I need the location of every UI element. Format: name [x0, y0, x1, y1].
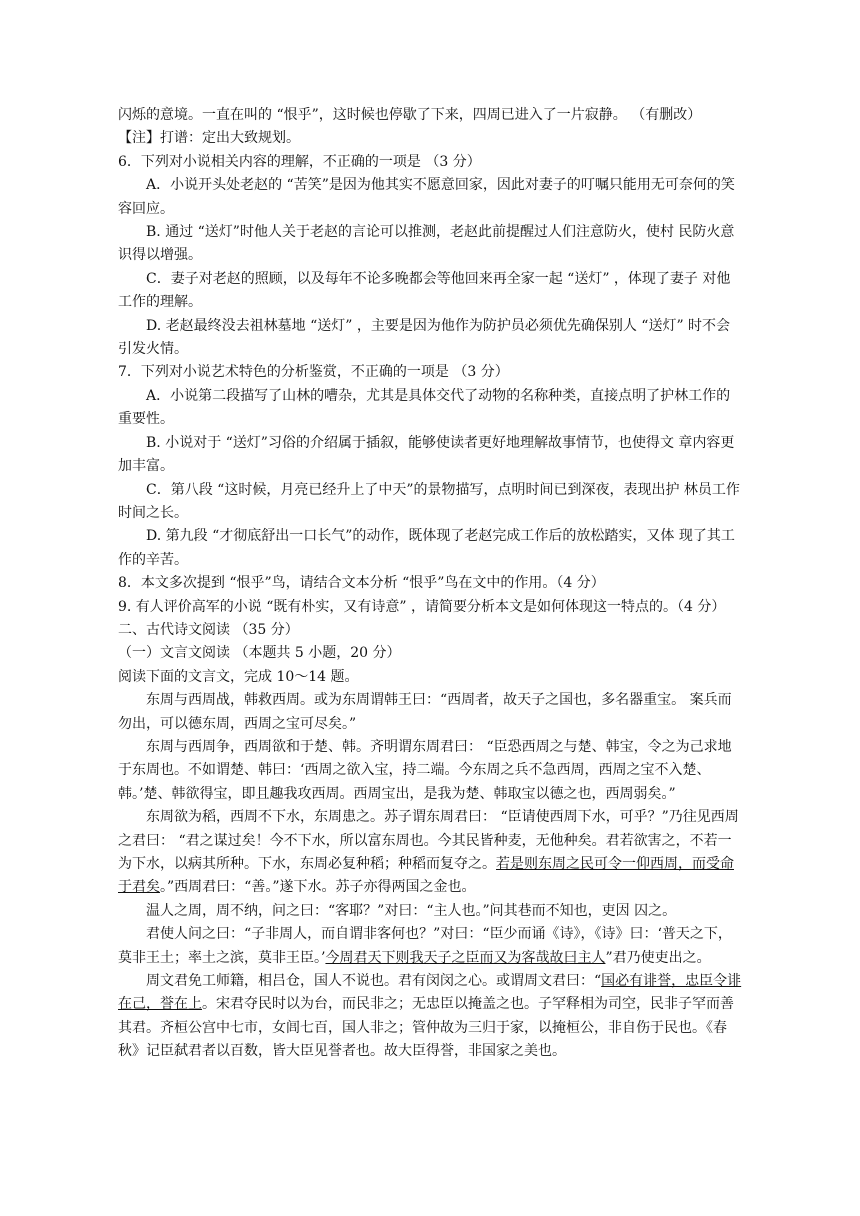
question-9: 9. 有人评价高军的小说 “既有朴实，又有诗意” ，请简要分析本文是如何体现这一特点的。（4 分） [118, 598, 726, 615]
exam-page [118, 104, 744, 1064]
question-6-option-b: B. 通过 “送灯”时他人关于老赵的言论可以推测，老赵此前提醒过人们注意防火，使村 民防火意识得以增强。 [118, 224, 735, 264]
passage-paragraph-1: 东周与西周战，韩救西周。或为东周谓韩王曰：“西周者，故天子之国也，多名器重宝。 案兵而勿出，可以德东周，西周之宝可尽矣。” [118, 692, 732, 732]
underlined-sentence: 国必有诽誉，忠臣令诽在己，誉在上 [118, 973, 742, 1013]
passage-paragraph-3 [118, 806, 744, 900]
section-heading-classical: 二、古代诗文阅读 （35 分） [118, 621, 299, 638]
passage-paragraph-2: 东周与西周争，西周欲和于楚、韩。齐明谓东周君曰： “臣恐西周之与楚、韩宝，令之为己求地于东周也。不如谓楚、韩曰：‘西周之欲入宝，持二端。今东周之兵不急西周，西周之宝不入楚、韩。’楚、韩欲得宝，即且趣我攻西周。西周宝出，是我为楚、韩取宝以德之也，西周弱矣。” [118, 738, 732, 802]
passage-text: 。宋君夺民时以为台，而民非之；无忠臣以掩盖之也。子罕释相为司空，民非子罕而善其君。齐桓公宫中七市，女闾七百，国人非之；管仲故为三归于家，以掩桓公，非自伤于民也。《春秋》记臣弑君者以百数，皆大臣见誉者也。故大臣得誉，非国家之美也。 [118, 996, 734, 1060]
question-7-option-d: D. 第九段 “才彻底舒出一口长气”的动作，既体现了老赵完成工作后的放松踏实，又体 现了其工作的辛苦。 [118, 528, 735, 568]
passage-text: ”君乃使吏出之。 [605, 949, 711, 966]
question-6-option-d: D. 老赵最终没去祖林墓地 “送灯” ，主要是因为他作为防护员必须优先确保别人 “送灯” 时不会引发火情。 [118, 317, 731, 358]
subsection-heading-prose: （一）文言文阅读 （本题共 5 小题，20 分） [118, 645, 401, 662]
passage-text: 君使人问之曰：“子非周人，而自谓非客何也？”对曰：“臣少而诵《诗》，《诗》曰：‘普天之下，莫非王土；率土之滨，莫非王臣。’ [118, 926, 732, 966]
passage-paragraph-5 [118, 923, 744, 970]
story-ending-line: 闪烁的意境。一直在叫的 “恨乎”，这时候也停歇了下来，四周已进入了一片寂静。 （有删改） [118, 107, 702, 123]
passage-text: 。”西周君曰：“善。”遂下水。苏子亦得两国之金也。 [160, 879, 476, 896]
passage-text: 东周欲为稻，西周不下水，东周患之。苏子谓东周君曰： “臣请使西周下水，可乎？”乃往见西周之君曰： “君之谋过矣！今不下水，所以富东周也。今其民皆种麦，无他种矣。君若欲害之，不若一为下水，以病其所种。下水，东周必复种稻；种稻而复夺之。 [118, 809, 739, 872]
question-7-option-c: C．第八段 “这时候，月亮已经升上了中天”的景物描写，点明时间已到深夜，表现出护 林员工作时间之长。 [118, 481, 740, 521]
question-7-option-b: B. 小说对于 “送灯”习俗的介绍属于插叙，能够使读者更好地理解故事情节，也使得文 章内容更加丰富。 [118, 434, 735, 475]
underlined-sentence: 今周君天下则我天子之臣而又为客哉故曰主人 [325, 949, 606, 966]
passage-paragraph-6 [118, 970, 744, 1064]
reading-instruction: 阅读下面的文言文，完成 10～14 题。 [118, 668, 359, 685]
question-6-option-c: C．妻子对老赵的照顾，以及每年不论多晚都会等他回来再全家一起 “送灯” ，体现了妻子 对他工作的理解。 [118, 270, 731, 311]
question-8: 8．本文多次提到 “恨乎”鸟，请结合文本分析 “恨乎”鸟在文中的作用。（4 分） [118, 575, 605, 592]
question-7-option-a: A．小说第二段描写了山林的嘈杂，尤其是具体交代了动物的名称种类，直接点明了护林工作的重要性。 [118, 387, 731, 428]
question-6-stem: 6．下列对小说相关内容的理解，不正确的一项是 （3 分） [118, 153, 481, 170]
question-7-stem: 7．下列对小说艺术特色的分析鉴赏，不正确的一项是 （3 分） [118, 364, 509, 381]
passage-paragraph-4: 温人之周，周不纳，问之曰：“客耶？”对曰：“主人也。”问其巷而不知也，吏因 囚之。 [146, 902, 677, 919]
underlined-sentence: 若是则东周之民可令一仰西周，而受命于君矣 [118, 856, 734, 896]
question-6-option-a: A．小说开头处老赵的 “苦笑”是因为他其实不愿意回家，因此对妻子的叮嘱只能用无可奈何的笑容回应。 [118, 177, 735, 217]
annotation-note: 【注】打谱：定出大致规划。 [118, 130, 300, 147]
passage-text: 周文君免工师籍，相吕仓，国人不说也。君有闵闵之心。或谓周文君曰：“ [146, 973, 602, 990]
